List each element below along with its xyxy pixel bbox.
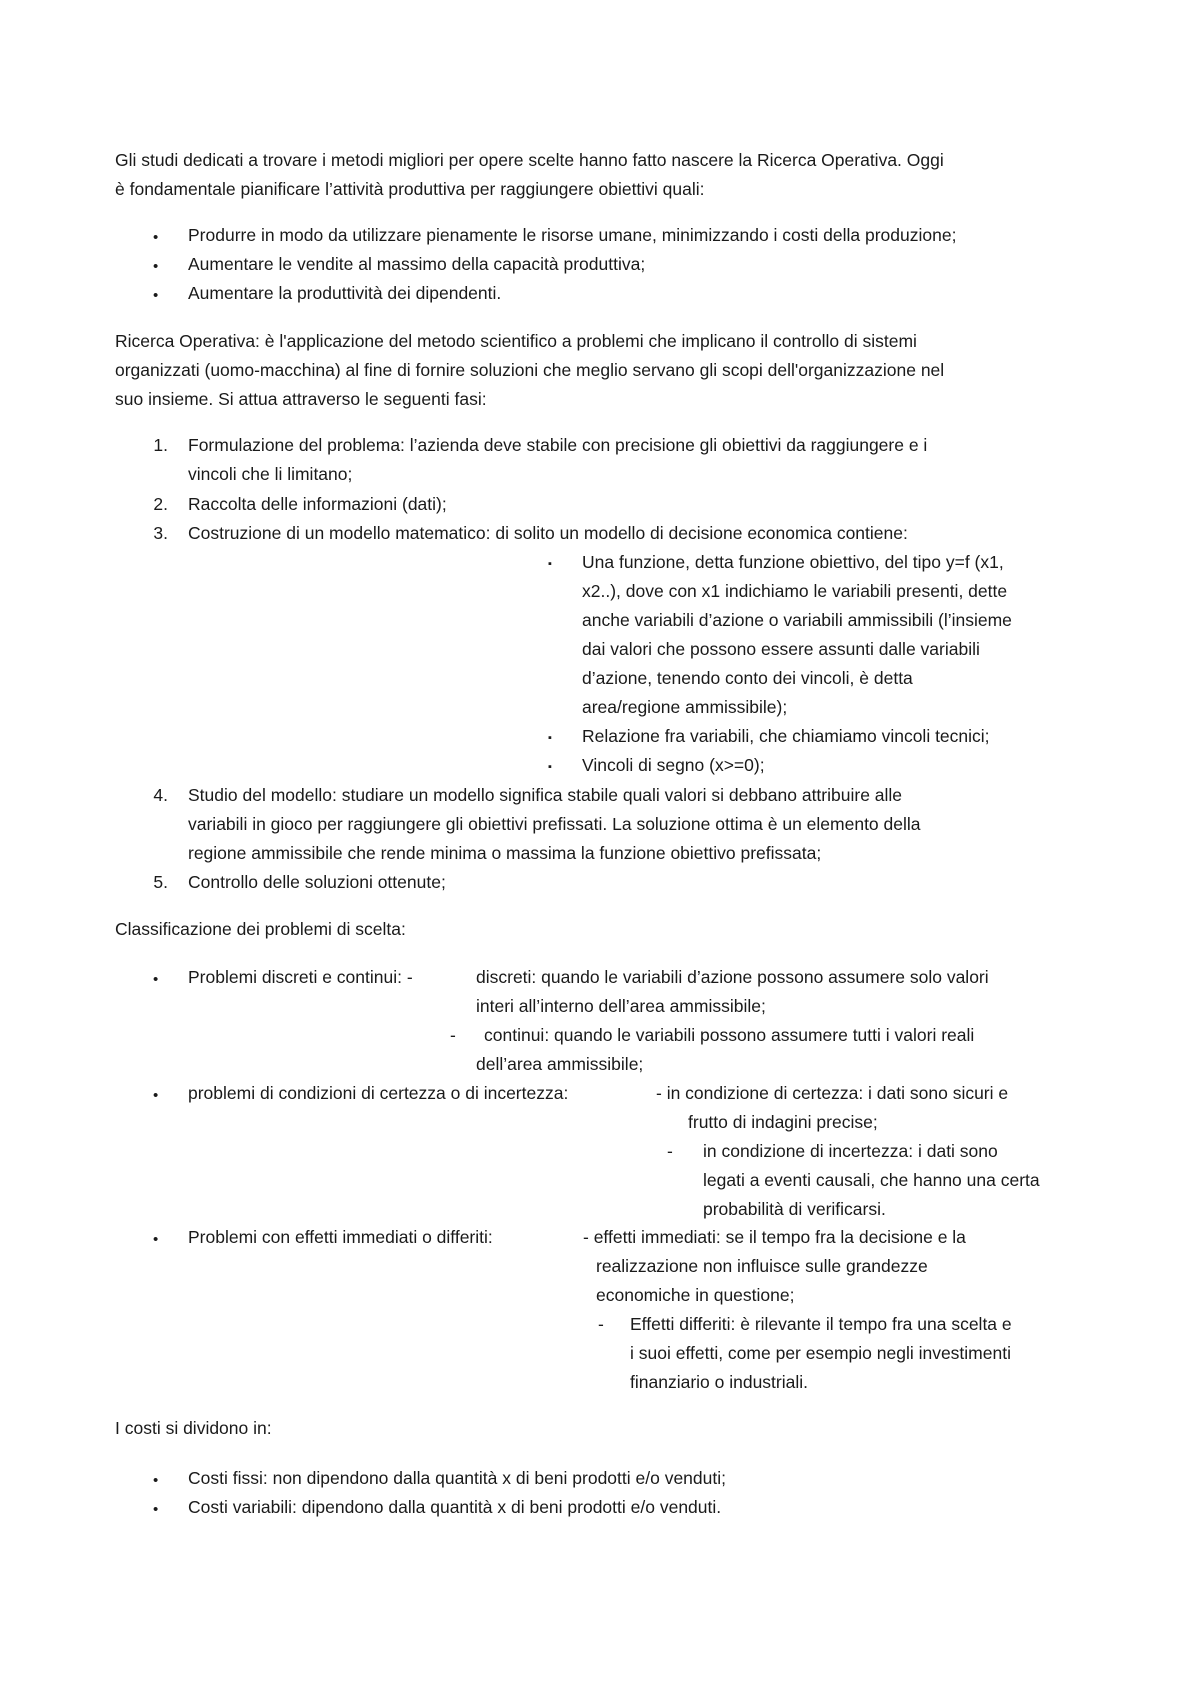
ro-definition-line-3: suo insieme. Si attua attraverso le seguenti fasi:: [115, 389, 487, 409]
sub-item-1-line-1: Una funzione, detta funzione obiettivo, del tipo y=f (x1,: [582, 552, 1004, 572]
classification-item-1-title: Problemi discreti e continui: -: [188, 967, 413, 987]
classification-item-3-title: Problemi con effetti immediati o differiti:: [188, 1227, 493, 1247]
sub-item-1-line-2: x2..), dove con x1 indichiamo le variabili presenti, dette: [582, 581, 1008, 601]
continuous-desc-line-2: dell’area ammissibile;: [476, 1054, 644, 1074]
phase-1-line-1: Formulazione del problema: l’azienda deve stabile con precisione gli obiettivi da raggiungere e i: [188, 435, 928, 455]
certainty-desc-line-2: frutto di indagini precise;: [688, 1112, 878, 1132]
sub-item-1-line-5: d’azione, tenendo conto dei vincoli, è detta: [582, 668, 913, 688]
discrete-desc-line-2: interi all’interno dell’area ammissibile;: [476, 996, 766, 1016]
dash-marker: -: [450, 1025, 456, 1045]
square-bullet-icon: ▪: [548, 558, 552, 570]
continuous-desc-line-1: continui: quando le variabili possono assumere tutti i valori reali: [484, 1025, 975, 1045]
bullet-icon: •: [153, 1501, 159, 1518]
deferred-desc-line-1: Effetti differiti: è rilevante il tempo fra una scelta e: [630, 1314, 1012, 1334]
phase-4-line-3: regione ammissibile che rende minima o massima la funzione obiettivo prefissata;: [188, 843, 822, 863]
ro-definition-line-2: organizzati (uomo-macchina) al fine di fornire soluzioni che meglio servano gli scopi dell'organizzazione nel: [115, 360, 945, 380]
bullet-icon: •: [153, 1087, 159, 1104]
goal-item-2: Aumentare le vendite al massimo della capacità produttiva;: [188, 254, 646, 274]
square-bullet-icon: ▪: [548, 732, 552, 744]
sub-item-1-line-6: area/regione ammissibile);: [582, 697, 788, 717]
goal-item-1: Produrre in modo da utilizzare pienamente le risorse umane, minimizzando i costi della produzione;: [188, 225, 957, 245]
sub-item-1-line-3: anche variabili d’azione o variabili ammissibili (l’insieme: [582, 610, 1012, 630]
bullet-icon: •: [153, 287, 159, 304]
bullet-icon: •: [153, 1231, 159, 1248]
phase-4-line-2: variabili in gioco per raggiungere gli obiettivi prefissati. La soluzione ottima è un elemento della: [188, 814, 921, 834]
bullet-icon: •: [153, 1472, 159, 1489]
classification-heading: Classificazione dei problemi di scelta:: [115, 919, 406, 939]
phase-2-line-1: Raccolta delle informazioni (dati);: [188, 494, 447, 514]
uncertainty-desc-line-1: in condizione di incertezza: i dati sono: [703, 1141, 998, 1161]
phase-5-line-1: Controllo delle soluzioni ottenute;: [188, 872, 446, 892]
certainty-desc-line-1: - in condizione di certezza: i dati sono sicuri e: [656, 1083, 1009, 1103]
phase-number-1: 1.: [153, 435, 168, 455]
intro-line-1: Gli studi dedicati a trovare i metodi migliori per opere scelte hanno fatto nascere la Ricerca Operativa. Oggi: [115, 150, 944, 170]
phase-number-2: 2.: [153, 494, 168, 514]
cost-item-variable: Costi variabili: dipendono dalla quantità x di beni prodotti e/o venduti.: [188, 1497, 722, 1517]
discrete-desc-line-1: discreti: quando le variabili d’azione possono assumere solo valori: [476, 967, 989, 987]
bullet-icon: •: [153, 971, 159, 988]
sub-item-3: Vincoli di segno (x>=0);: [582, 755, 765, 775]
goal-item-3: Aumentare la produttività dei dipendenti.: [188, 283, 502, 303]
phase-number-5: 5.: [153, 872, 168, 892]
sub-item-2: Relazione fra variabili, che chiamiamo vincoli tecnici;: [582, 726, 990, 746]
phase-3-line-1: Costruzione di un modello matematico: di solito un modello di decisione economica contiene:: [188, 523, 908, 543]
bullet-icon: •: [153, 229, 159, 246]
classification-item-2-title: problemi di condizioni di certezza o di incertezza:: [188, 1083, 569, 1103]
phase-number-4: 4.: [153, 785, 168, 805]
costs-heading: I costi si dividono in:: [115, 1418, 272, 1438]
immediate-desc-line-3: economiche in questione;: [596, 1285, 795, 1305]
intro-line-2: è fondamentale pianificare l’attività produttiva per raggiungere obiettivi quali:: [115, 179, 705, 199]
dash-marker: -: [598, 1314, 604, 1334]
dash-marker: -: [667, 1141, 673, 1161]
uncertainty-desc-line-3: probabilità di verificarsi.: [703, 1199, 886, 1219]
phase-4-line-1: Studio del modello: studiare un modello significa stabile quali valori si debbano attribuire alle: [188, 785, 903, 805]
immediate-desc-line-1: - effetti immediati: se il tempo fra la decisione e la: [583, 1227, 966, 1247]
sub-item-1-line-4: dai valori che possono essere assunti dalle variabili: [582, 639, 980, 659]
square-bullet-icon: ▪: [548, 761, 552, 773]
deferred-desc-line-2: i suoi effetti, come per esempio negli investimenti: [630, 1343, 1011, 1363]
phase-number-3: 3.: [153, 523, 168, 543]
phase-1-line-2: vincoli che li limitano;: [188, 464, 353, 484]
deferred-desc-line-3: finanziario o industriali.: [630, 1372, 809, 1392]
uncertainty-desc-line-2: legati a eventi causali, che hanno una certa: [703, 1170, 1040, 1190]
bullet-icon: •: [153, 258, 159, 275]
immediate-desc-line-2: realizzazione non influisce sulle grandezze: [596, 1256, 928, 1276]
cost-item-fixed: Costi fissi: non dipendono dalla quantità x di beni prodotti e/o venduti;: [188, 1468, 726, 1488]
ro-definition-line-1: Ricerca Operativa: è l'applicazione del metodo scientifico a problemi che implicano il controllo di sistemi: [115, 331, 917, 351]
